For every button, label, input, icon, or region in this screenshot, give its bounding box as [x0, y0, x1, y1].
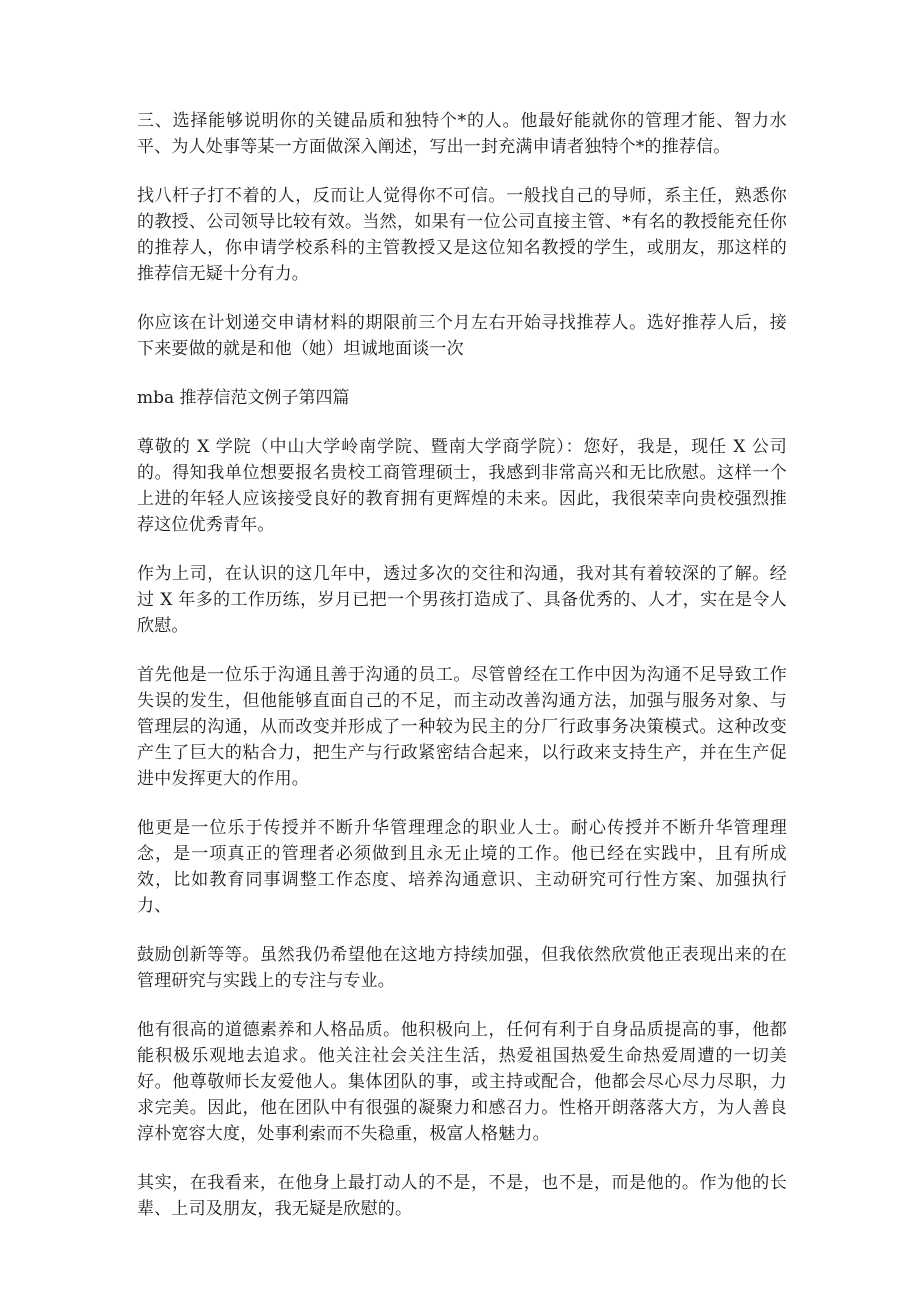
paragraph-avoid-unrelated: 找八杆子打不着的人，反而让人觉得你不可信。一般找自己的导师，系主任，熟悉你的教授、公司领导比较有效。当然，如果有一位公司直接主管、*有名的教授能充任你的推荐人，你申请学校系科的主管教授又是这位知名教授的学生，或朋友，那这样的推荐信无疑十分有力。: [137, 186, 787, 284]
document-page: [137, 108, 787, 1245]
section-title: mba 推荐信范文例子第四篇: [137, 388, 350, 408]
paragraph-innovation: 鼓励创新等等。虽然我仍希望他在这地方持续加强，但我依然欣赏他正表现出来的在管理研究与实践上的专注与专业。: [137, 945, 787, 991]
paragraph-salutation: 尊敬的 X 学院（中山大学岭南学院、暨南大学商学院）：您好，我是，现任 X 公司的。得知我单位想要报名贵校工商管理硕士，我感到非常高兴和无比欣慰。这样一个上进的年轻人应该接受良好的教育拥有更辉煌的未来。因此，我很荣幸向贵校强烈推荐这位优秀青年。: [137, 437, 787, 535]
paragraph-as-supervisor: 作为上司，在认识的这几年中，透过多次的交往和沟通，我对其有着较深的了解。经过 X 年多的工作历练，岁月已把一个男孩打造成了、具备优秀的、人才，实在是令人欣慰。: [137, 564, 787, 636]
paragraph-timing: 你应该在计划递交申请材料的期限前三个月左右开始寻找推荐人。选好推荐人后，接下来要做的就是和他（她）坦诚地面谈一次: [137, 313, 787, 359]
paragraph-choose-recommender: 三、选择能够说明你的关键品质和独特个*的人。他最好能就你的管理才能、智力水平、为人处事等某一方面做深入阐述，写出一封充满申请者独特个*的推荐信。: [137, 111, 787, 157]
paragraph-moral-quality: 他有很高的道德素养和人格品质。他积极向上，任何有利于自身品质提高的事，他都能积极乐观地去追求。他关注社会关注生活，热爱祖国热爱生命热爱周遭的一切美好。他尊敬师长友爱他人。集体团队的事，或主持或配合，他都会尽心尽力尽职，力求完美。因此，他在团队中有很强的凝聚力和感召力。性格开朗落落大方，为人善良淳朴宽容大度，处事利索而不失稳重，极富人格魅力。: [137, 1020, 787, 1144]
paragraph-management-ideas: 他更是一位乐于传授并不断升华管理理念的职业人士。耐心传授并不断升华管理理念，是一项真正的管理者必须做到且永无止境的工作。他已经在实践中，且有所成效，比如教育同事调整工作态度、培养沟通意识、主动研究可行性方案、加强执行力、: [137, 818, 787, 916]
paragraph-communication: 首先他是一位乐于沟通且善于沟通的员工。尽管曾经在工作中因为沟通不足导致工作失误的发生，但他能够直面自己的不足，而主动改善沟通方法，加强与服务对象、与管理层的沟通，从而改变并形成了一种较为民主的分厂行政事务决策模式。这种改变产生了巨大的粘合力，把生产与行政紧密结合起来，以行政来支持生产，并在生产促进中发挥更大的作用。: [137, 665, 787, 789]
paragraph-conclusion: 其实，在我看来，在他身上最打动人的不是，不是，也不是，而是他的。作为他的长辈、上司及朋友，我无疑是欣慰的。: [137, 1173, 787, 1219]
